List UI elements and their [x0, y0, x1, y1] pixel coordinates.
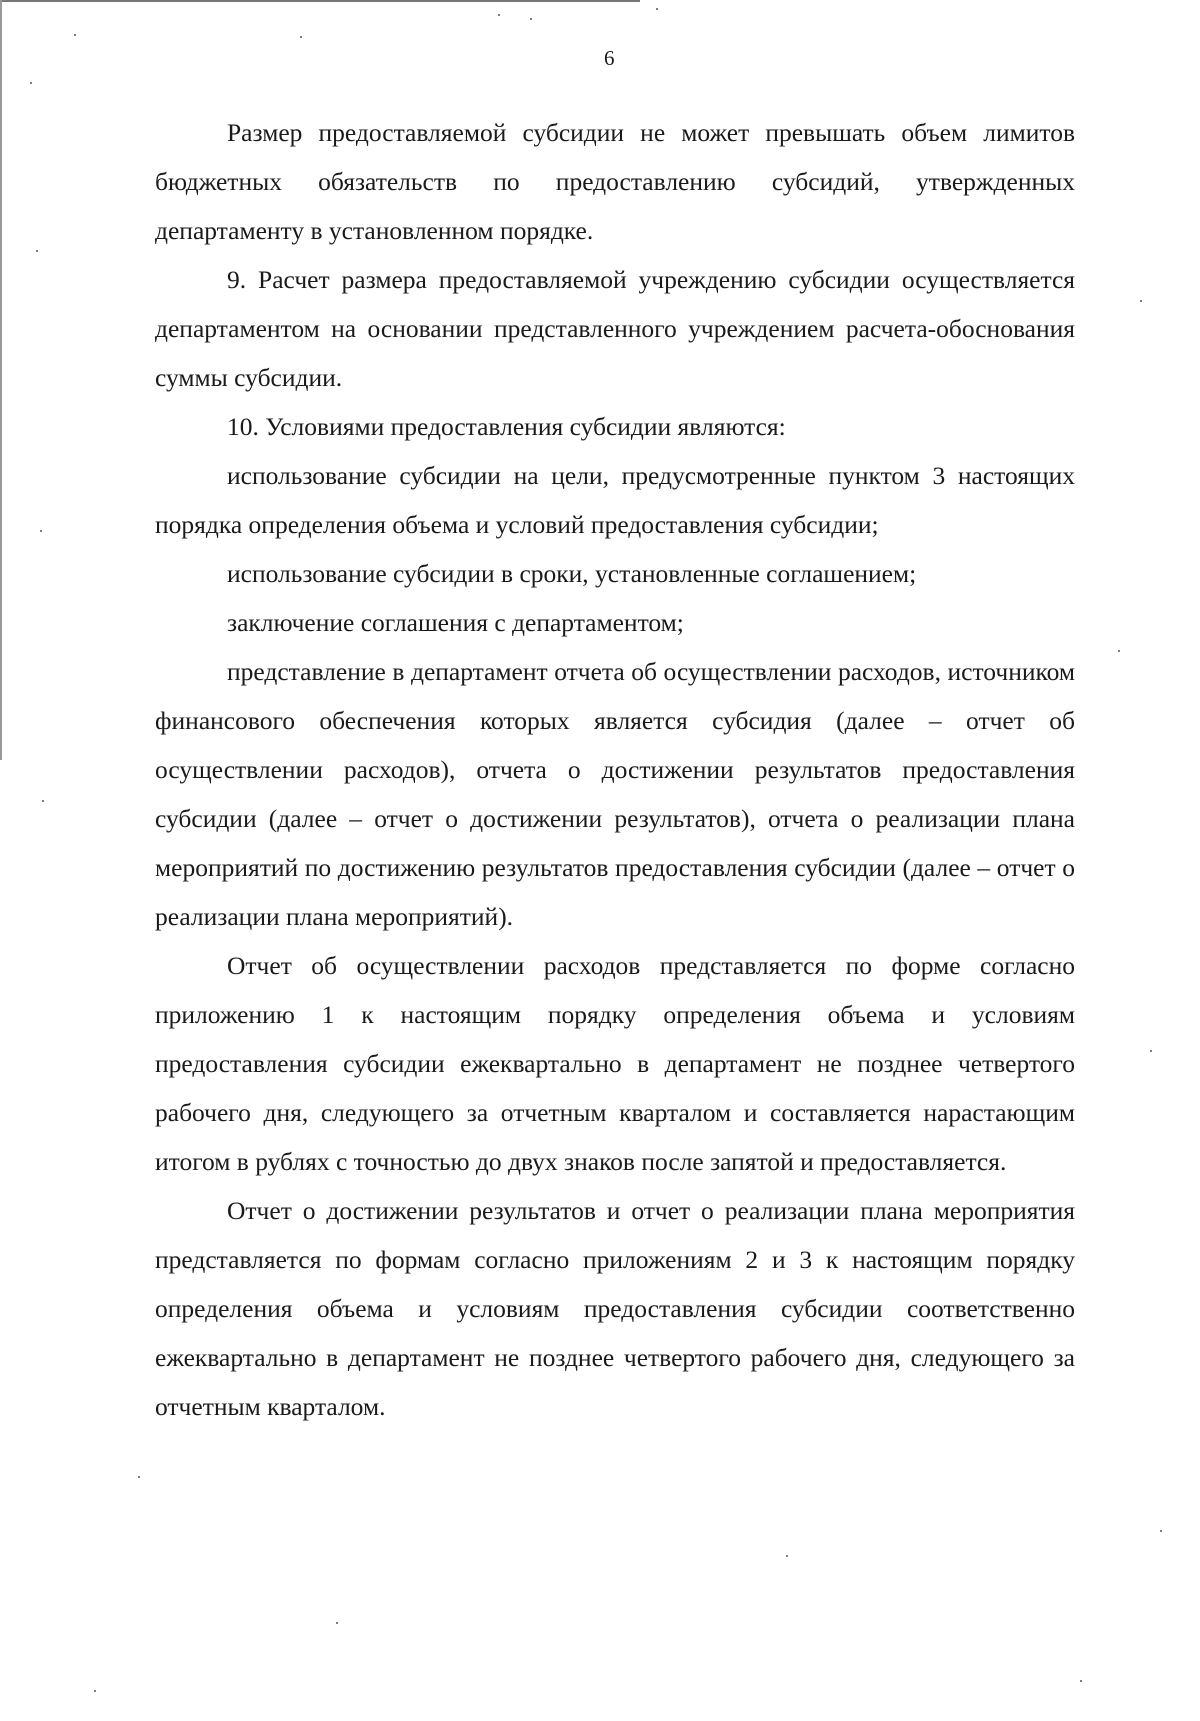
- paragraph-expense-report: Отчет об осуществлении расходов представляется по форме согласно приложению 1 к настоящим порядку определения объема и условиям предоставления субсидии ежеквартально в департамент не позднее четвертого рабочего дня, следующего за отчетным кварталом и составляется нарастающим итогом в рублях с точностью до двух знаков после запятой и предоставляется.: [155, 951, 1075, 1176]
- scan-speck: [74, 34, 76, 36]
- scan-speck: [786, 1555, 788, 1557]
- scan-speck: [138, 1476, 140, 1478]
- scan-speck: [1140, 300, 1142, 302]
- condition-reports: представление в департамент отчета об осуществлении расходов, источником финансового обеспечения которых является субсидия (далее – отчет об осуществлении расходов), отчета о достижении результатов предоставления субсидии (далее – отчет о достижении результатов), отчета о реализации плана мероприятий по достижению результатов предоставления субсидии (далее – отчет о реализации плана мероприятий).: [155, 657, 1075, 931]
- scan-speck: [300, 36, 302, 38]
- scan-edge-top: [0, 0, 640, 2]
- scan-speck: [1080, 1680, 1082, 1682]
- paragraph-results-report: Отчет о достижении результатов и отчет о реализации плана мероприятия представляется по формам согласно приложениям 2 и 3 к настоящим порядку определения объема и условиям предоставления субсидии соответственно ежеквартально в департамент не позднее четвертого рабочего дня, следующего за отчетным кварталом.: [155, 1196, 1075, 1421]
- scan-speck: [1118, 650, 1120, 652]
- condition-agreement: заключение соглашения с департаментом;: [227, 608, 684, 637]
- page-number: 6: [604, 46, 615, 70]
- scan-speck: [336, 1622, 338, 1624]
- paragraph-clause-10: 10. Условиями предоставления субсидии являются:: [227, 412, 786, 441]
- paragraph-clause-9: 9. Расчет размера предоставляемой учреждению субсидии осуществляется департаментом на основании представленного учреждением расчета-обоснования суммы субсидии.: [155, 265, 1075, 392]
- condition-timing: использование субсидии в сроки, установленные соглашением;: [227, 559, 917, 588]
- scan-speck: [94, 1690, 96, 1692]
- scan-speck: [30, 82, 32, 84]
- scan-speck: [42, 800, 44, 802]
- document-body: [155, 108, 1075, 1431]
- scan-speck: [1150, 1050, 1152, 1052]
- scan-speck: [498, 14, 500, 16]
- scan-speck: [40, 530, 42, 532]
- scan-speck: [530, 18, 532, 20]
- scan-speck: [656, 8, 658, 10]
- scan-speck: [1160, 1530, 1162, 1532]
- scan-speck: [36, 250, 38, 252]
- scan-edge-left: [0, 0, 2, 760]
- condition-purpose: использование субсидии на цели, предусмотренные пунктом 3 настоящих порядка определения объема и условий предоставления субсидии;: [155, 461, 1075, 539]
- paragraph-subsidy-limit: Размер предоставляемой субсидии не может превышать объем лимитов бюджетных обязательств по предоставлению субсидий, утвержденных департаменту в установленном порядке.: [155, 118, 1075, 245]
